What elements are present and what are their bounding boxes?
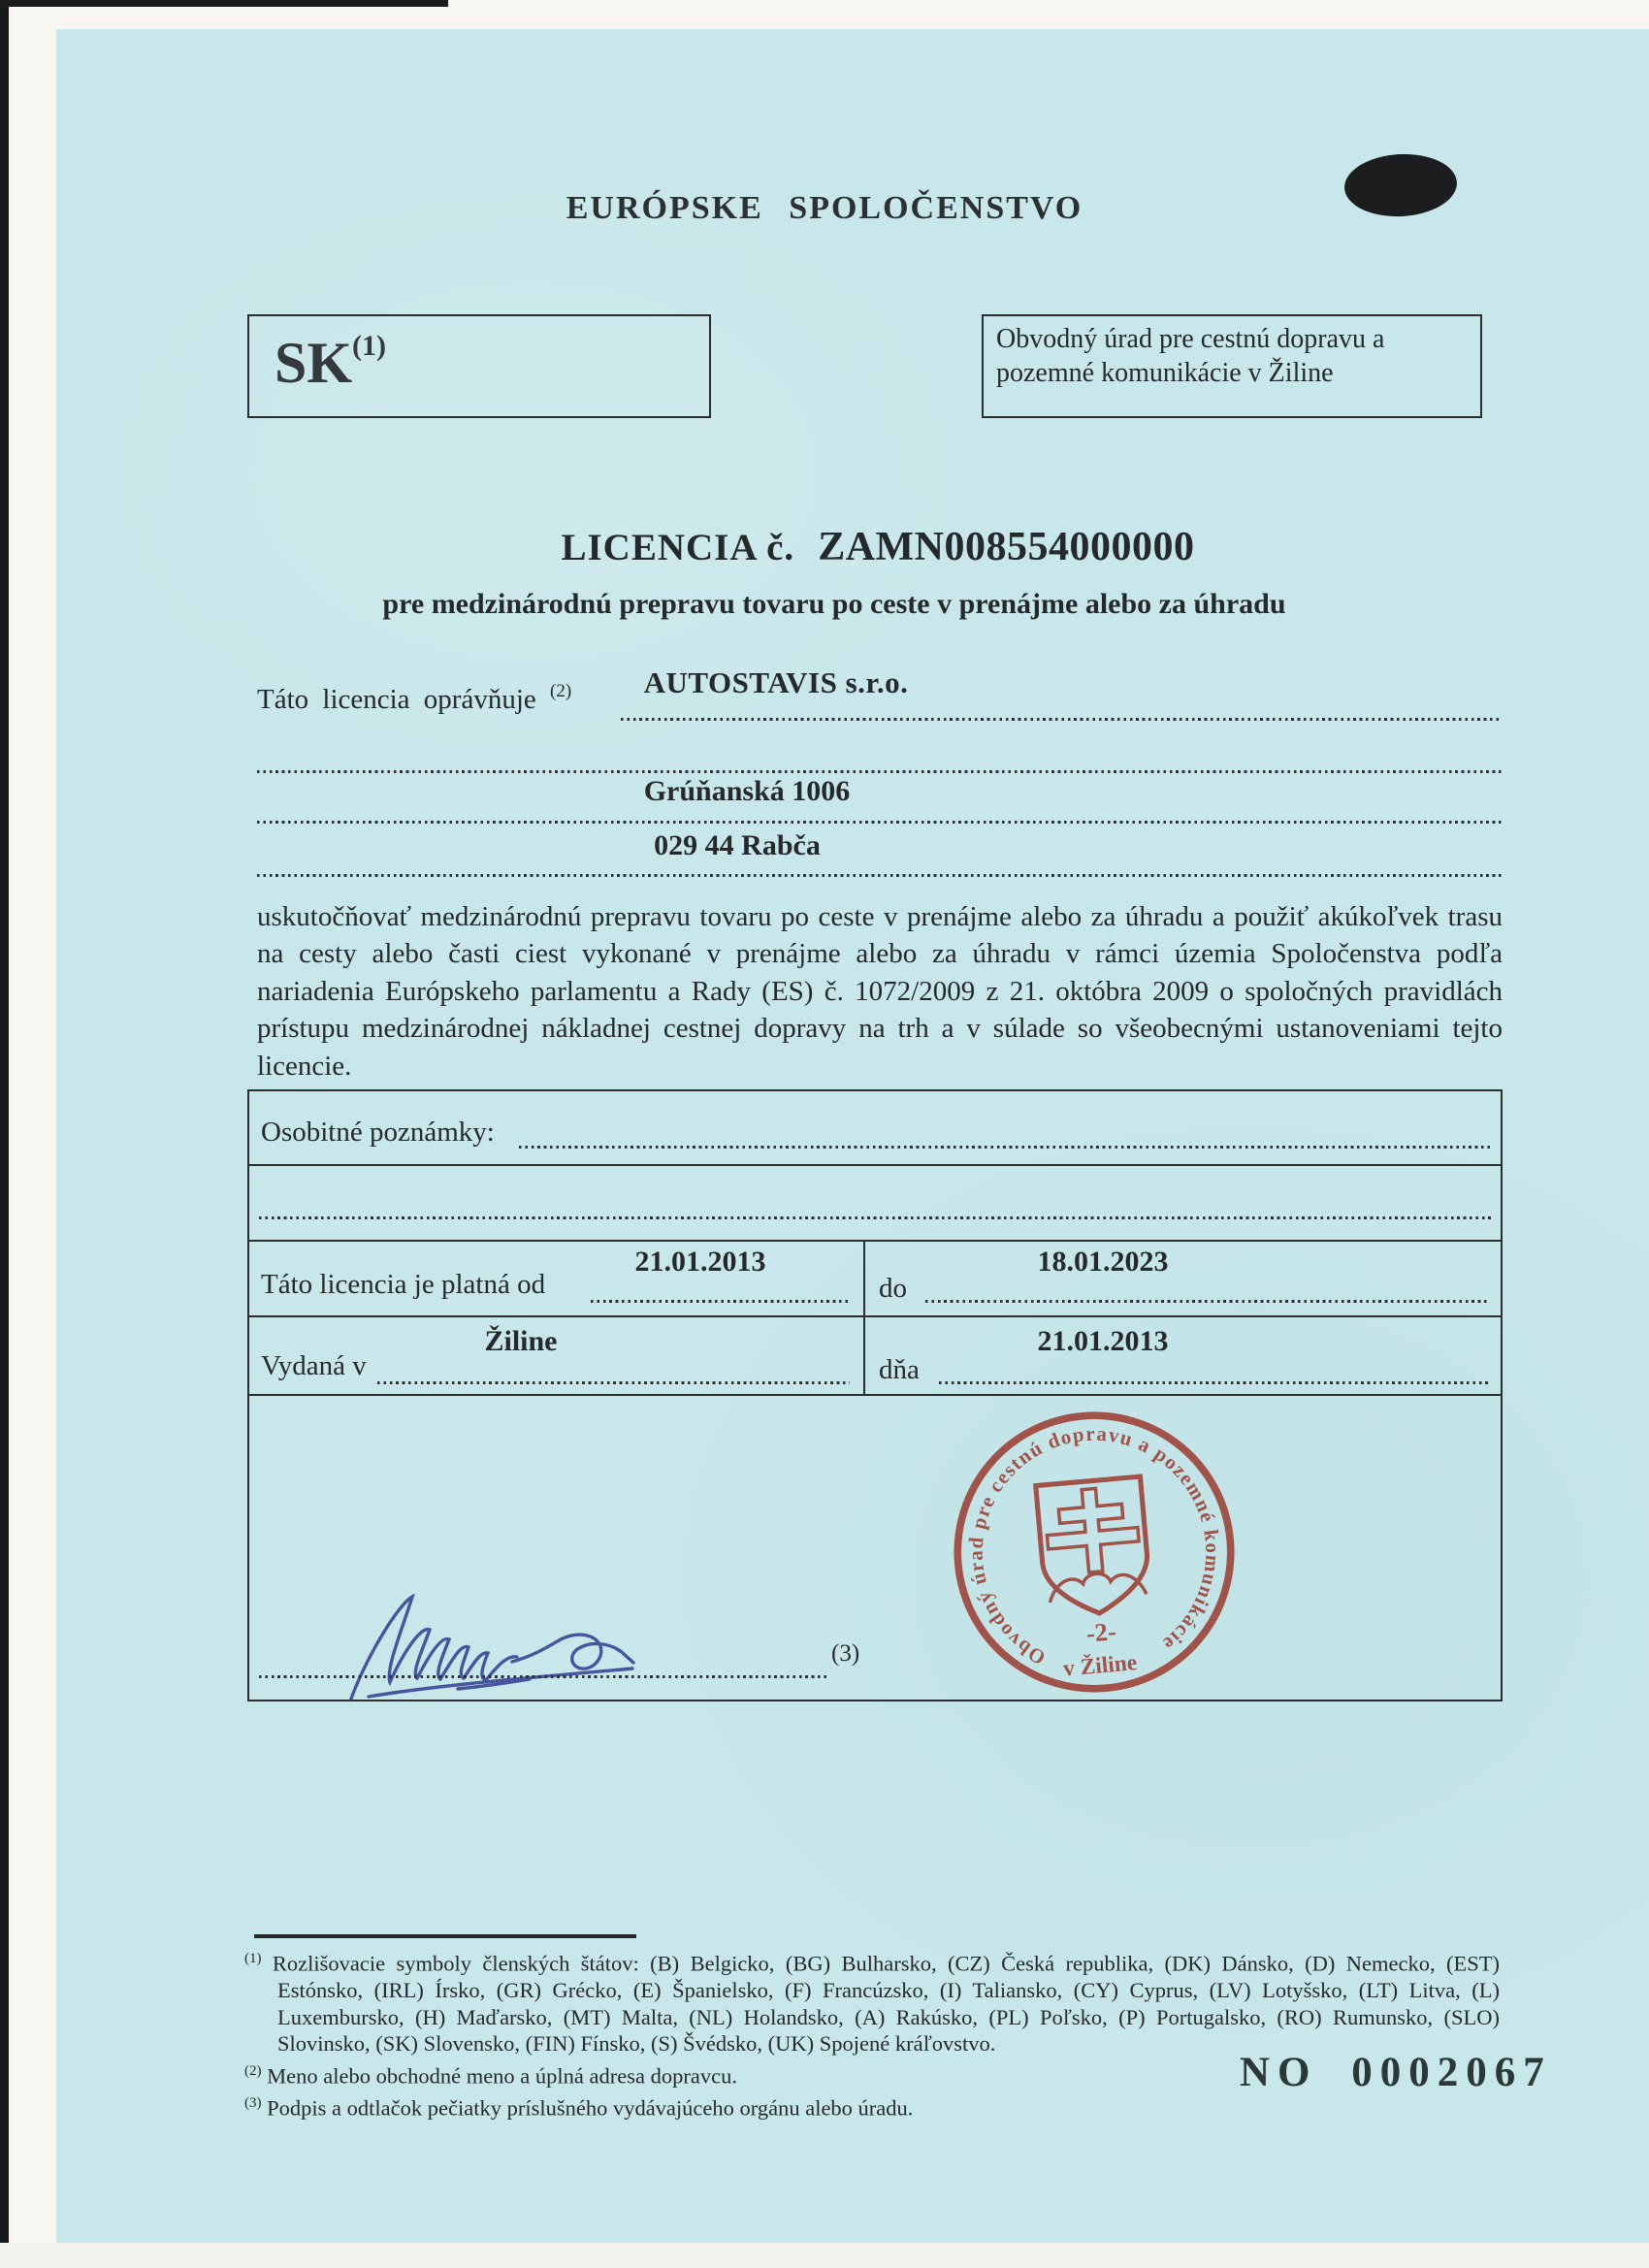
license-details-table bbox=[247, 1089, 1503, 1701]
dotted-line-holder bbox=[621, 718, 1502, 721]
footnote-3-ref: (3) bbox=[244, 2094, 262, 2111]
holder-name: AUTOSTAVIS s.r.o. bbox=[643, 665, 909, 699]
valid-from-label: Táto licencia je platná od bbox=[261, 1269, 546, 1300]
grant-footnote-ref: (2) bbox=[550, 681, 572, 701]
scan-bottom-margin bbox=[0, 2243, 1649, 2268]
issued-on-value: 21.01.2013 bbox=[1037, 1325, 1169, 1357]
footnote-1-text: Rozlišovacie symboly členských štátov: (B) Belgicko, (BG) Bulharsko, (CZ) Česká republika, (DK) Dánsko, (D) Nemecko, (EST) Estónsko, (IRL) Írsko, (GR) Grécko, (E) Španielsko, (F) Francúzsko, (I) Taliansko, (CY) Cyprus, (LV) Lotyšsko, (LT) Litva, (L) Luxembursko, (H) Maďarsko, (MT) Malta, (NL) Holandsko, (A) Rakúsko, (PL) Poľsko, (P) Portugalsko, (RO) Rumunsko, (SLO) Slovinsko, (SK) Slovensko, (FIN) Fínsko, (S) Švédsko, (UK) Spojené kráľovstvo. bbox=[272, 1951, 1501, 2056]
valid-to-cell bbox=[863, 1242, 1501, 1315]
issued-in-cell bbox=[249, 1317, 863, 1394]
country-code-box bbox=[247, 314, 711, 418]
license-number: ZAMN008554000000 bbox=[818, 525, 1195, 569]
issued-in-dotted-line bbox=[377, 1381, 850, 1384]
remarks-empty-row bbox=[249, 1166, 1501, 1242]
community-title: EURÓPSKE SPOLOČENSTVO bbox=[566, 190, 1083, 226]
grant-label: Táto licencia oprávňuje $^{(2)}$ bbox=[257, 681, 572, 715]
valid-to-dotted-line bbox=[925, 1300, 1489, 1303]
remarks-row bbox=[249, 1091, 1501, 1166]
footnote-1 bbox=[244, 1946, 1500, 2057]
signature-row bbox=[249, 1396, 1501, 1700]
license-heading-label: LICENCIA č. bbox=[561, 527, 795, 568]
license-document-sheet bbox=[56, 29, 1649, 2243]
footnote-3-text: Podpis a odtlačok pečiatky príslušného vydávajúceho orgánu alebo úradu. bbox=[267, 2095, 914, 2120]
scan-edge-top bbox=[0, 0, 448, 7]
issue-row bbox=[249, 1317, 1501, 1396]
issued-in-value: Žiline bbox=[484, 1325, 558, 1357]
holder-street: Grúňanská 1006 bbox=[643, 775, 851, 807]
official-stamp bbox=[933, 1391, 1255, 1713]
signature-dotted-line bbox=[259, 1675, 827, 1678]
stamp-double-cross bbox=[1044, 1485, 1142, 1576]
stamp-ring-text: Obvodný úrad pre cestnú dopravu a pozemné komunikácie bbox=[963, 1421, 1225, 1670]
country-code-footnote-ref: (1) bbox=[352, 330, 387, 362]
remarks-label: Osobitné poznámky: bbox=[261, 1117, 495, 1148]
footnote-1-ref: (1) bbox=[244, 1951, 262, 1966]
scan-edge-left bbox=[0, 0, 9, 2268]
remarks-dotted-line-2 bbox=[259, 1216, 1491, 1219]
valid-from-cell bbox=[249, 1242, 863, 1315]
stamp-city: v Žiline bbox=[1062, 1650, 1139, 1682]
issued-on-label: dňa bbox=[879, 1354, 920, 1385]
license-subtitle: pre medzinárodnú prepravu tovaru po ceste v prenájme alebo za úhradu bbox=[382, 588, 1286, 620]
issuing-office-line2: pozemné komunikácie v Žiline bbox=[996, 358, 1334, 388]
valid-to-value: 18.01.2023 bbox=[1037, 1246, 1169, 1278]
footnote-2-ref: (2) bbox=[244, 2062, 262, 2079]
dotted-line-blank bbox=[257, 770, 1503, 773]
signature-scribble bbox=[312, 1580, 662, 1706]
serial-number: NO 0002067 bbox=[1240, 2050, 1552, 2095]
valid-from-dotted-line bbox=[591, 1300, 850, 1303]
dotted-line-city bbox=[257, 874, 1503, 877]
issuing-office-line1: Obvodný úrad pre cestnú dopravu a bbox=[996, 324, 1385, 354]
country-code: SK$^{(1)}$ bbox=[275, 330, 387, 395]
issued-on-dotted-line bbox=[939, 1381, 1489, 1384]
valid-from-value: 21.01.2013 bbox=[634, 1246, 766, 1278]
issuing-office-box bbox=[982, 314, 1482, 418]
validity-row bbox=[249, 1242, 1501, 1317]
valid-to-label: do bbox=[879, 1273, 907, 1304]
footnote-2-text: Meno alebo obchodné meno a úplná adresa dopravcu. bbox=[267, 2063, 737, 2088]
license-heading bbox=[53, 524, 1649, 570]
footnote-rule bbox=[254, 1934, 636, 1938]
license-body-paragraph: uskutočňovať medzinárodnú prepravu tovaru po ceste v prenájme alebo za úhradu a použiť akúkoľvek trasu na cesty alebo časti ciest vykonané v prenájme alebo za úhradu v rámci územia Spoločenstva podľa nariadenia Európskeho parlamentu a Rady (ES) č. 1072/2009 z 21. októbra 2009 o spoločných pravidlách prístupu medzinárodnej nákladnej cestnej dopravy na trh a v súlade so všeobecnými ustanoveniami tejto licencie. bbox=[257, 901, 1503, 1082]
signature-footnote-ref: (3) bbox=[831, 1640, 860, 1667]
holder-city: 029 44 Rabča bbox=[654, 829, 821, 861]
remarks-dotted-line bbox=[519, 1146, 1491, 1149]
stamp-number: -2- bbox=[1084, 1616, 1117, 1648]
dotted-line-street bbox=[257, 821, 1503, 824]
issued-on-cell bbox=[863, 1317, 1501, 1394]
issued-in-label: Vydaná v bbox=[261, 1350, 367, 1381]
